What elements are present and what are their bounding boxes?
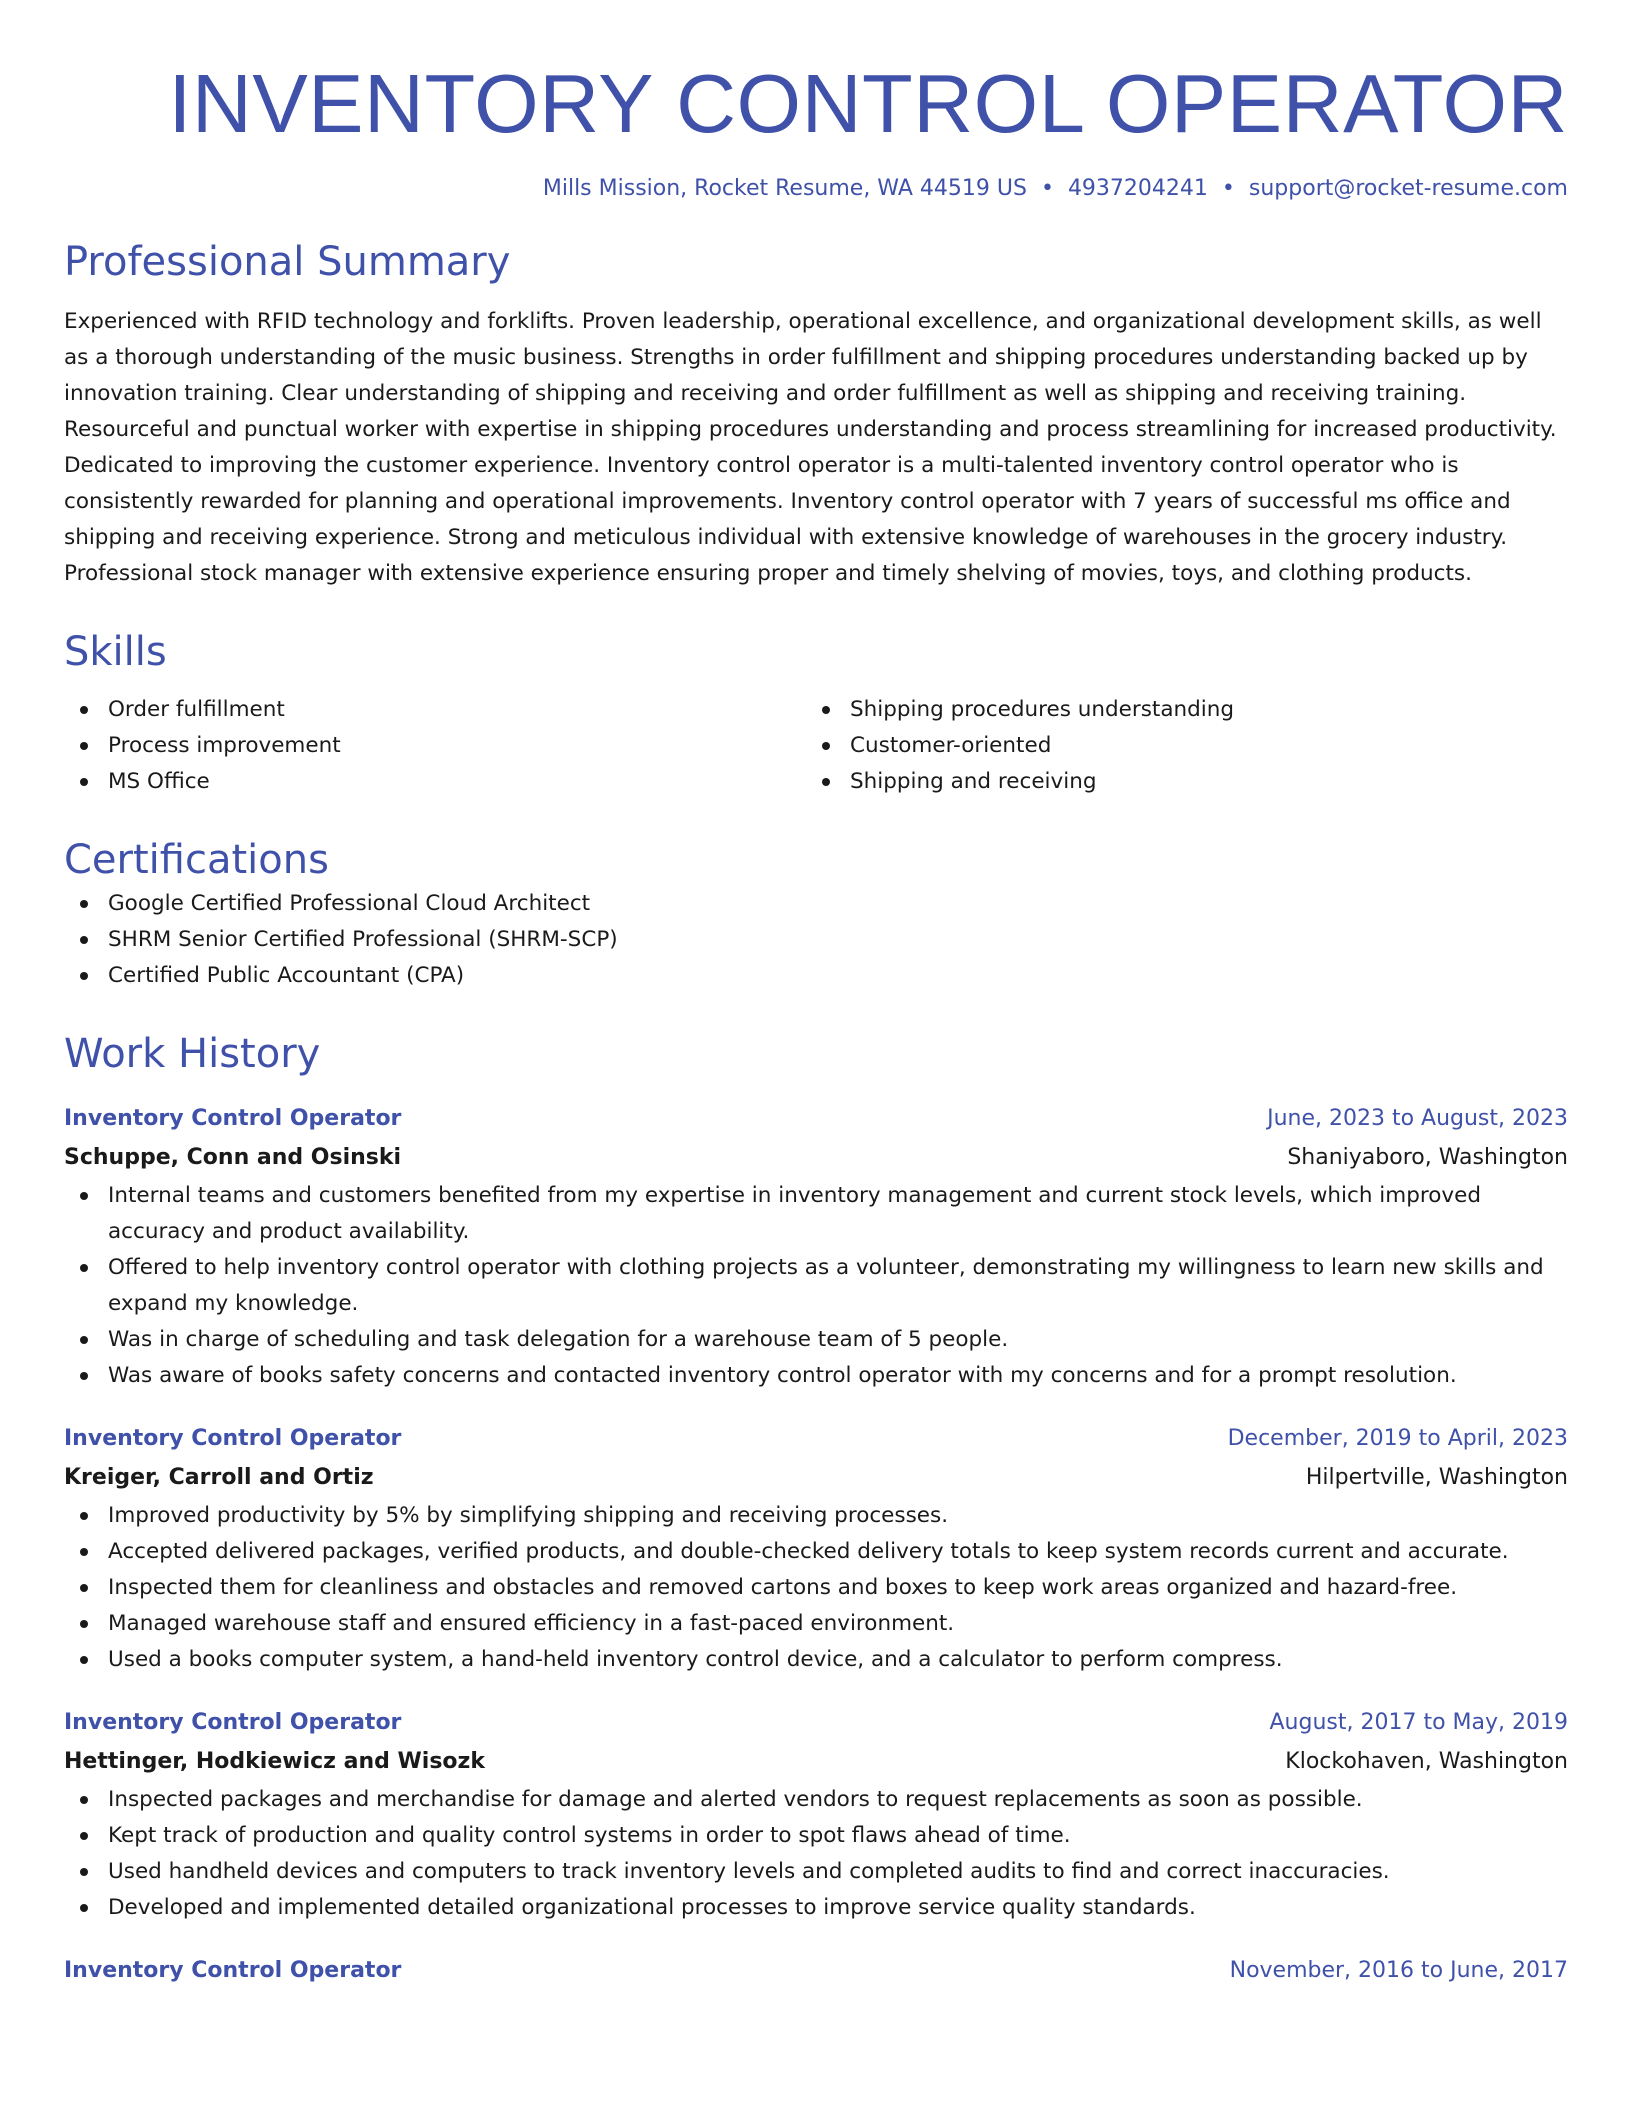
bullet-icon — [80, 972, 88, 980]
skills-heading: Skills — [64, 629, 167, 675]
bullet-icon — [80, 1796, 88, 1804]
skills-grid — [64, 692, 1568, 800]
job-company: Schuppe, Conn and Osinski — [64, 1145, 402, 1170]
bullet-icon — [80, 742, 88, 750]
candidate-name: INVENTORY CONTROL OPERATOR — [168, 57, 1568, 150]
job-company: Kreiger, Carroll and Ortiz — [64, 1465, 374, 1490]
job-company-row — [64, 1458, 1568, 1498]
certification-item: Certified Public Accountant (CPA) — [64, 958, 1568, 994]
skill-item: MS Office — [64, 764, 806, 800]
work-history-section — [64, 1028, 1568, 1990]
certification-item: Google Certified Professional Cloud Architect — [64, 886, 1568, 922]
job-company-row — [64, 1138, 1568, 1178]
skills-list-right — [806, 692, 1548, 800]
bullet-icon — [80, 1620, 88, 1628]
summary-text: Experienced with RFID technology and forklifts. Proven leadership, operational excellence, and organizational development skills, as well as a thorough understanding of the music business. Strengths in order fulfillment and shipping procedures understanding backed up by innovation training. Clear understanding of shipping and receiving and order fulfillment as well as shipping and receiving training. Resourceful and punctual worker with expertise in shipping procedures understanding and process streamlining for increased productivity. Dedicated to improving the customer experience. Inventory control operator is a multi-talented inventory control operator who is consistently rewarded for planning and operational improvements. Inventory control operator with 7 years of successful ms office and shipping and receiving experience. Strong and meticulous individual with extensive knowledge of warehouses in the grocery industry. Professional stock manager with extensive experience ensuring proper and timely shelving of movies, toys, and clothing products. — [64, 309, 1557, 586]
job-entry — [64, 1420, 1568, 1678]
bullet-icon — [80, 1656, 88, 1664]
job-bullet: Managed warehouse staff and ensured efficiency in a fast-paced environment. — [64, 1606, 1568, 1642]
skill-item: Customer-oriented — [806, 728, 1548, 764]
certifications-section — [64, 834, 1568, 994]
work-history-heading: Work History — [64, 1031, 321, 1077]
job-bullets — [64, 1498, 1568, 1678]
bullet-icon — [822, 706, 830, 714]
job-bullet: Internal teams and customers benefited from my expertise in inventory management and current stock levels, which improved accuracy and product availability. — [64, 1178, 1568, 1250]
contact-separator: • — [1221, 176, 1235, 201]
skills-list-left — [64, 692, 806, 800]
bullet-icon — [822, 778, 830, 786]
skill-item: Order fulfillment — [64, 692, 806, 728]
bullet-icon — [80, 1336, 88, 1344]
skill-item: Shipping and receiving — [806, 764, 1548, 800]
job-dates: June, 2023 to August, 2023 — [1267, 1106, 1568, 1131]
job-company-row — [64, 1742, 1568, 1782]
summary-heading: Professional Summary — [64, 239, 511, 285]
bullet-icon — [80, 1832, 88, 1840]
job-title: Inventory Control Operator — [64, 1426, 402, 1451]
certifications-heading: Certifications — [64, 837, 329, 883]
job-bullet: Used a books computer system, a hand-held inventory control device, and a calculator to perform compress. — [64, 1642, 1568, 1678]
certifications-list — [64, 886, 1568, 994]
bullet-icon — [80, 1584, 88, 1592]
bullet-icon — [80, 1264, 88, 1272]
job-title-row — [64, 1100, 1568, 1138]
job-title-row — [64, 1420, 1568, 1458]
contact-line — [64, 174, 1568, 204]
job-title: Inventory Control Operator — [64, 1958, 402, 1983]
job-bullet: Inspected them for cleanliness and obstacles and removed cartons and boxes to keep work areas organized and hazard-free. — [64, 1570, 1568, 1606]
bullet-icon — [822, 742, 830, 750]
bullet-icon — [80, 1372, 88, 1380]
job-dates: November, 2016 to June, 2017 — [1229, 1958, 1568, 1983]
job-bullet: Was aware of books safety concerns and contacted inventory control operator with my concerns and for a prompt resolution. — [64, 1358, 1568, 1394]
resume-page — [64, 0, 1568, 1990]
skill-item: Shipping procedures understanding — [806, 692, 1548, 728]
summary-section — [64, 236, 1568, 592]
job-location: Hilpertville, Washington — [1305, 1465, 1568, 1490]
job-title: Inventory Control Operator — [64, 1710, 402, 1735]
job-company: Hettinger, Hodkiewicz and Wisozk — [64, 1749, 485, 1774]
contact-address: Mills Mission, Rocket Resume, WA 44519 US — [542, 176, 1027, 201]
bullet-icon — [80, 936, 88, 944]
job-location: Klockohaven, Washington — [1285, 1749, 1568, 1774]
job-title-row — [64, 1704, 1568, 1742]
job-bullet: Inspected packages and merchandise for damage and alerted vendors to request replacements as soon as possible. — [64, 1782, 1568, 1818]
bullet-icon — [80, 706, 88, 714]
job-entry — [64, 1704, 1568, 1926]
job-bullet: Accepted delivered packages, verified products, and double-checked delivery totals to keep system records current and accurate. — [64, 1534, 1568, 1570]
contact-separator: • — [1040, 176, 1054, 201]
bullet-icon — [80, 1868, 88, 1876]
bullet-icon — [80, 900, 88, 908]
job-location: Shaniyaboro, Washington — [1287, 1145, 1568, 1170]
job-bullet: Kept track of production and quality control systems in order to spot flaws ahead of time. — [64, 1818, 1568, 1854]
job-bullets — [64, 1178, 1568, 1394]
job-bullet: Used handheld devices and computers to track inventory levels and completed audits to find and correct inaccuracies. — [64, 1854, 1568, 1890]
bullet-icon — [80, 1904, 88, 1912]
job-bullets — [64, 1782, 1568, 1926]
bullet-icon — [80, 1192, 88, 1200]
skills-section — [64, 626, 1568, 800]
skill-item: Process improvement — [64, 728, 806, 764]
bullet-icon — [80, 778, 88, 786]
bullet-icon — [80, 1548, 88, 1556]
job-dates: December, 2019 to April, 2023 — [1227, 1426, 1568, 1451]
job-bullet: Developed and implemented detailed organizational processes to improve service quality standards. — [64, 1890, 1568, 1926]
job-entry — [64, 1952, 1568, 1990]
bullet-icon — [80, 1512, 88, 1520]
certification-item: SHRM Senior Certified Professional (SHRM-SCP) — [64, 922, 1568, 958]
job-title: Inventory Control Operator — [64, 1106, 402, 1131]
job-bullet: Offered to help inventory control operator with clothing projects as a volunteer, demonstrating my willingness to learn new skills and expand my knowledge. — [64, 1250, 1568, 1322]
contact-email[interactable]: support@rocket-resume.com — [1248, 176, 1568, 201]
job-entry — [64, 1100, 1568, 1394]
job-bullet: Improved productivity by 5% by simplifying shipping and receiving processes. — [64, 1498, 1568, 1534]
job-bullet: Was in charge of scheduling and task delegation for a warehouse team of 5 people. — [64, 1322, 1568, 1358]
job-dates: August, 2017 to May, 2019 — [1269, 1710, 1568, 1735]
contact-phone: 4937204241 — [1067, 176, 1208, 201]
job-title-row — [64, 1952, 1568, 1990]
